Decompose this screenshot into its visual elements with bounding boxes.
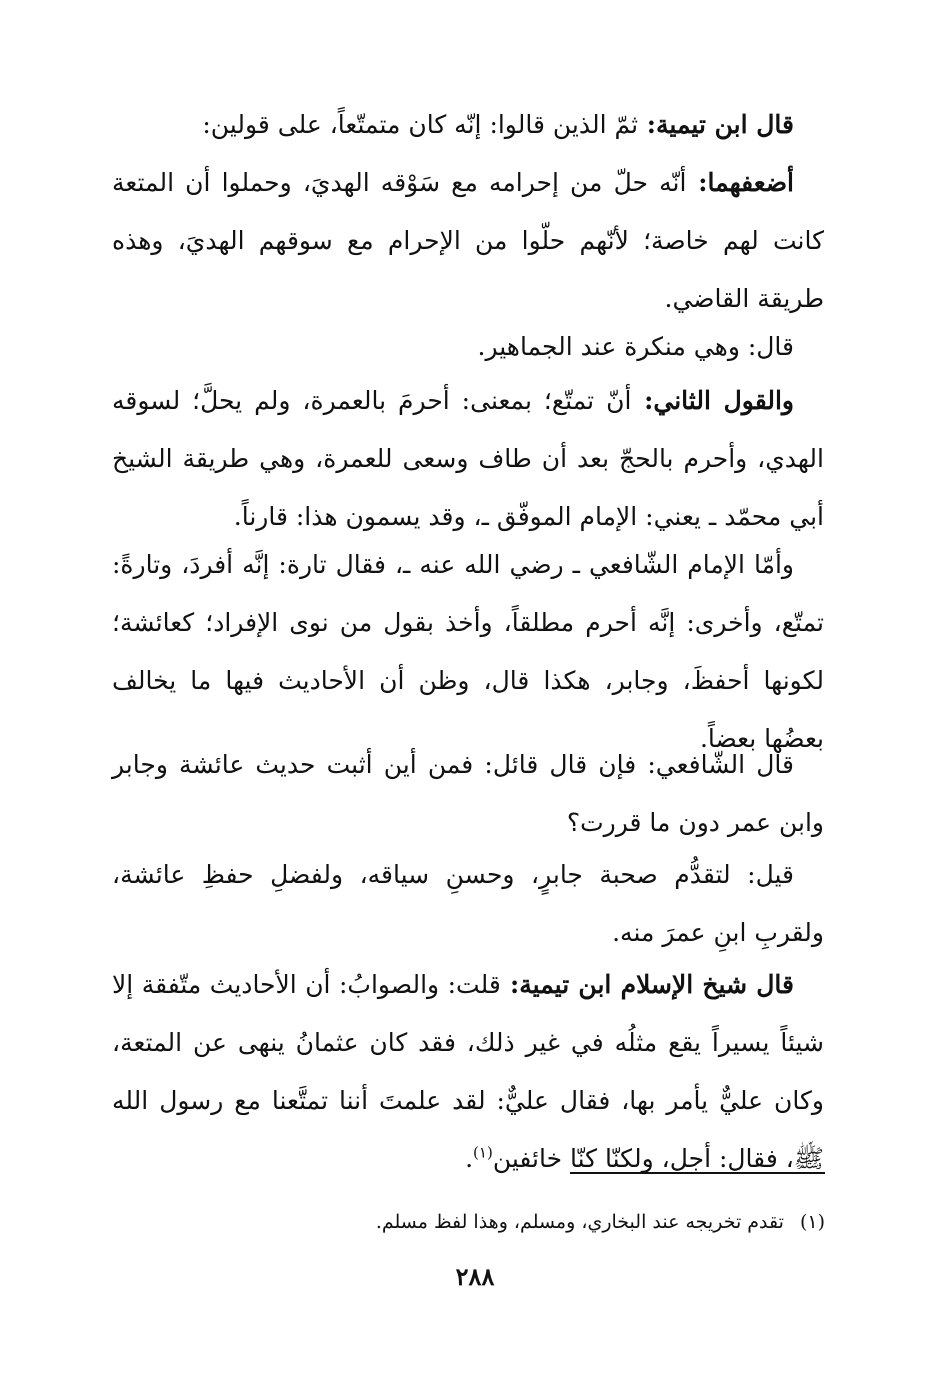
paragraph-lead: قال شيخ الإسلام ابن تيمية:: [500, 970, 794, 999]
paragraph-7: [112, 846, 824, 962]
page-number: ٢٨٨: [455, 1262, 495, 1291]
paragraph-text: قال الشّافعي: فإن قال قائل: فمن أين أثبت حديث عائشة وجابر وابن عمر دون ما قررت؟: [112, 750, 824, 837]
paragraph-text: قلت: والصوابُ: أن الأحاديث متّفقة إلا شيئاً يسيراً يقع مثلُه في غير ذلك، فقد كان عثمانُ ينهى عن المتعة، وكان عليٌّ يأمر بها، فقال عليٌّ: لقد علمتَ أننا تمتَّعنا مع رسول الله ﷺ، فقال: أجل، ولكنّا كنّا خائفين: [112, 970, 824, 1173]
paragraph: [112, 154, 824, 328]
paragraph-tail: .: [465, 1144, 474, 1173]
paragraph-text: قيل: لتقدُّم صحبة جابرٍ، وحسنِ سياقه، ولفضلِ حفظِ عائشة، ولقربِ ابنِ عمرَ منه.: [112, 860, 824, 947]
footnote-reference[interactable]: (١): [473, 1143, 493, 1162]
paragraph-5: [112, 536, 824, 768]
paragraph-lead: والقول الثاني:: [631, 386, 794, 415]
paragraph-2: [112, 154, 824, 328]
paragraph-1: [112, 96, 824, 154]
paragraph-text: قال: وهي منكرة عند الجماهير.: [477, 332, 794, 361]
paragraph: [112, 318, 824, 376]
footnote-number: (١): [799, 1211, 825, 1233]
paragraph-text: وأمّا الإمام الشّافعي ـ رضي الله عنه ـ، فقال تارة: إنَّه أفردَ، وتارةً: تمتّع، وأخرى: إنَّه أحرم مطلقاً، وأخذ بقول من نوى الإفراد؛ كعائشة؛ لكونها أحفظَ، وجابر، هكذا قال، وظن أن الأحاديث فيها ما يخالف بعضُها بعضاً.: [112, 550, 824, 753]
paragraph: [112, 736, 824, 852]
footnote-separator: [570, 1172, 825, 1174]
paragraph: [112, 956, 824, 1188]
paragraph: [112, 372, 824, 546]
paragraph-lead: أضعفهما:: [686, 168, 794, 197]
paragraph-text: أنّه حلّ من إحرامه مع سَوْقه الهديَ، وحملوا أن المتعة كانت لهم خاصة؛ لأنّهم حلّوا من الإحرام مع سوقهم الهديَ، وهذه طريقة القاضي.: [112, 168, 824, 313]
paragraph-text: أنّ تمتّع؛ بمعنى: أحرمَ بالعمرة، ولم يحلَّ؛ لسوقه الهدي، وأحرم بالحجّ بعد أن طاف وسعى للعمرة، وهي طريقة الشيخ أبي محمّد ـ يعني: الإمام الموفّق ـ، وقد يسمون هذا: قارناً.: [112, 386, 824, 531]
paragraph-text: ثمّ الذين قالوا: إنّه كان متمتّعاً، على قولين:: [202, 110, 639, 139]
paragraph: [112, 96, 824, 154]
paragraph-6: [112, 736, 824, 852]
paragraph-8: [112, 956, 824, 1188]
paragraph: [112, 846, 824, 962]
footnote-text: تقدم تخريجه عند البخاري، ومسلم، وهذا لفظ مسلم.: [375, 1211, 784, 1233]
paragraph-3: [112, 318, 824, 376]
footnote: [300, 1205, 825, 1239]
paragraph-lead: قال ابن تيمية:: [638, 110, 794, 139]
paragraph: [112, 536, 824, 768]
paragraph-4: [112, 372, 824, 546]
